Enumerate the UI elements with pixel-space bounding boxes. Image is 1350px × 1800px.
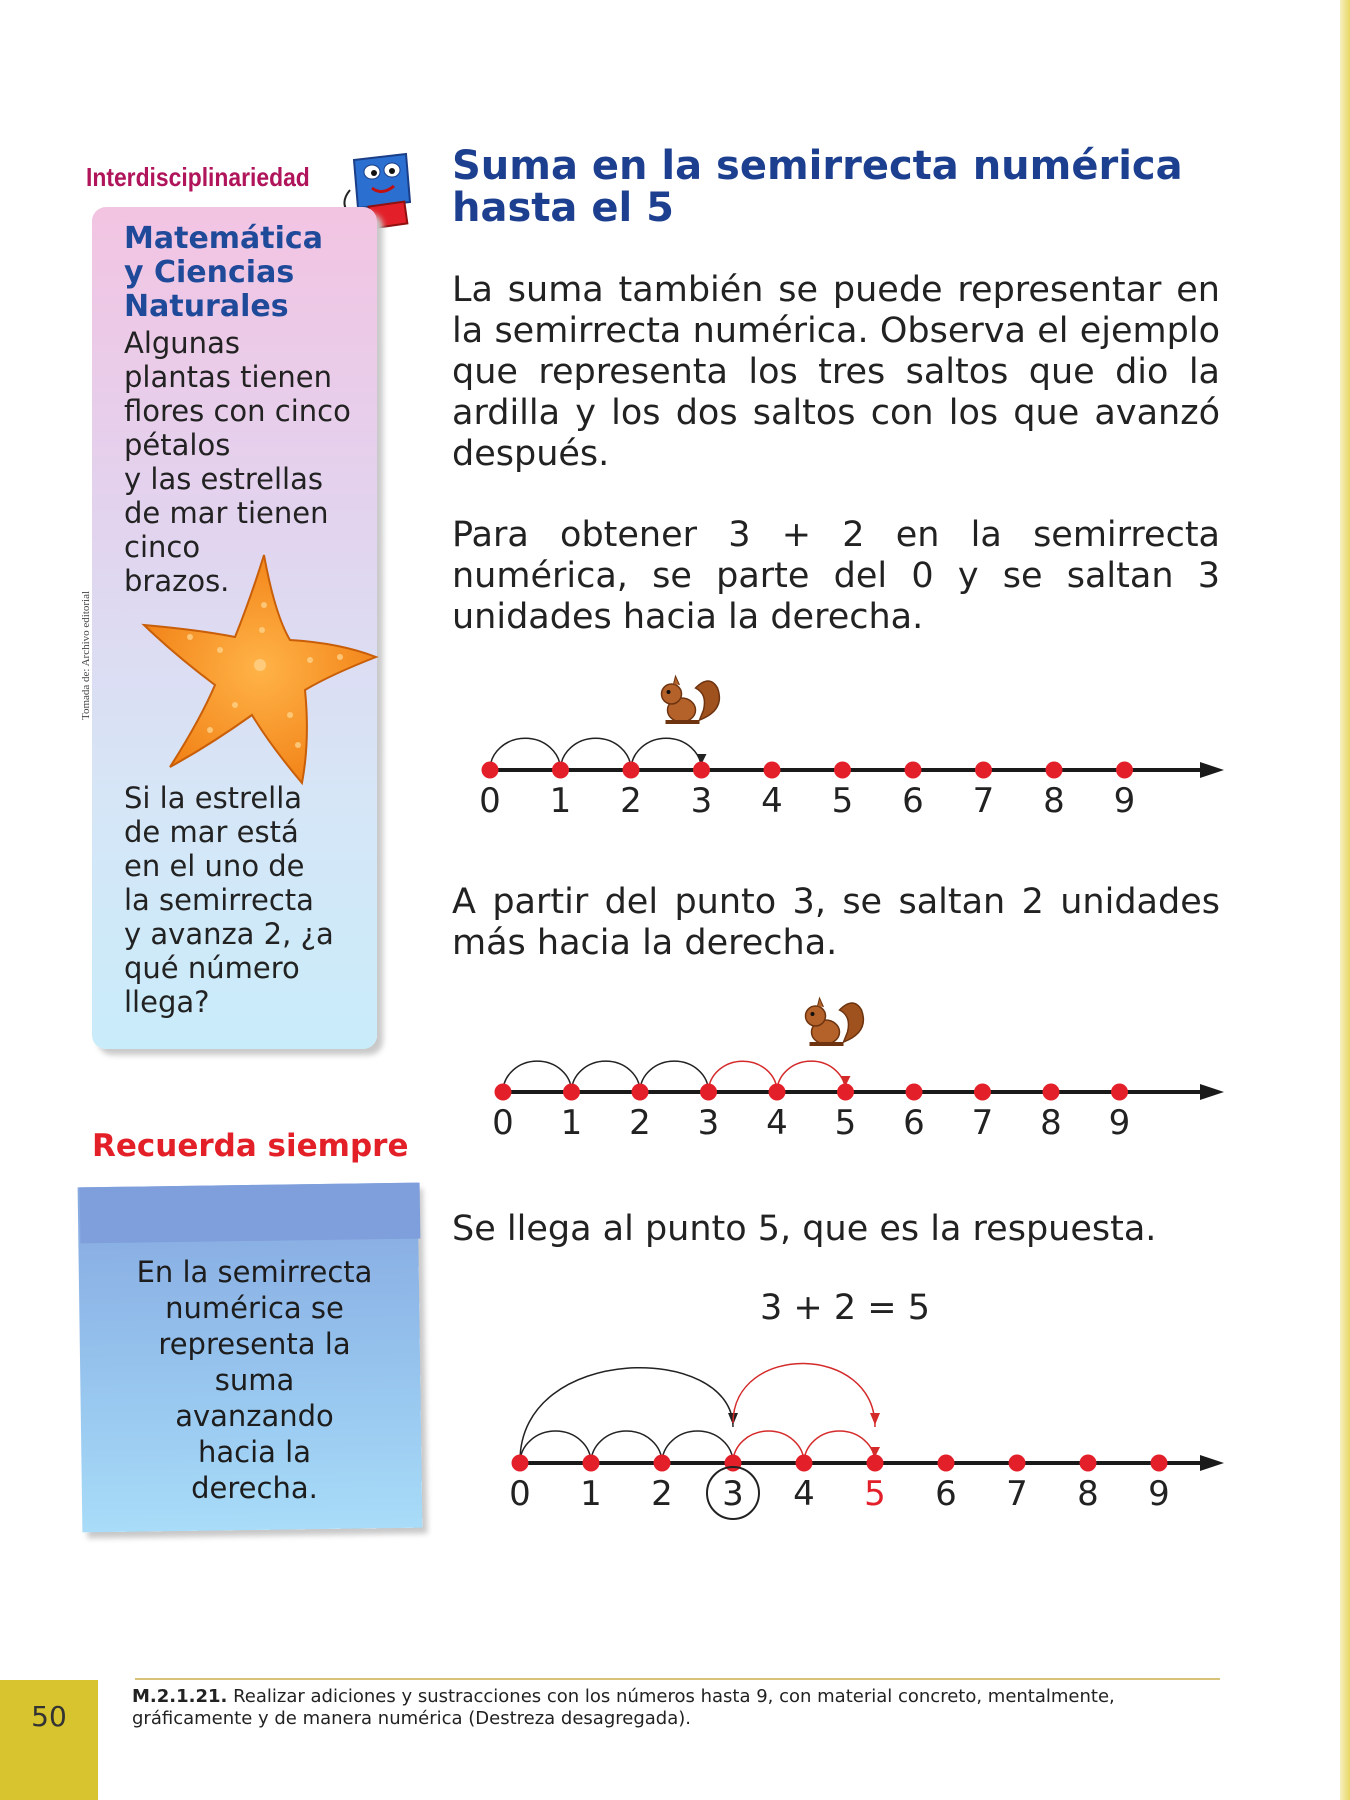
paragraph-step1: Para obtener 3 + 2 en la semirrecta numérica, se parte del 0 y se saltan 3 unidades hacia la derecha.: [452, 515, 1220, 637]
tick-dot: [974, 1084, 991, 1101]
axis-arrow: [1200, 1084, 1224, 1100]
tick-label: 2: [629, 1103, 651, 1143]
tick-label: 2: [620, 781, 642, 821]
page-number-tab: [0, 1680, 98, 1800]
skill-code: M.2.1.21.: [132, 1686, 228, 1707]
squirrel-icon: [806, 998, 864, 1046]
interdisciplinary-tag: Interdisciplinariedad: [86, 162, 310, 192]
jump-arc: [591, 1431, 662, 1463]
tick-label: 3: [697, 1103, 720, 1143]
tick-label: 9: [1113, 781, 1136, 821]
big-jump-arrowhead-red: [870, 1413, 880, 1425]
tick-label: 9: [1108, 1103, 1131, 1143]
squirrel-icon: [662, 676, 720, 724]
jump-arc-red: [777, 1061, 846, 1092]
page-edge-strip: [1340, 0, 1350, 1800]
tick-dot: [725, 1455, 742, 1472]
tick-dot: [583, 1455, 600, 1472]
tick-label: 7: [1006, 1474, 1028, 1514]
tick-label: 6: [935, 1474, 957, 1514]
tick-dot: [867, 1455, 884, 1472]
number-line-1: [460, 670, 1240, 830]
jump-arc: [561, 738, 632, 770]
tick-label: 5: [831, 781, 854, 821]
tick-dot: [834, 762, 851, 779]
tick-label: 4: [766, 1103, 788, 1143]
tick-label: 4: [761, 781, 783, 821]
tick-dot: [482, 762, 499, 779]
big-jump-arc-red: [733, 1363, 875, 1427]
tick-label: 8: [1043, 781, 1065, 821]
tick-dot: [764, 762, 781, 779]
tick-dot: [906, 1084, 923, 1101]
tick-dot: [1111, 1084, 1128, 1101]
skill-description: Realizar adiciones y sustracciones con los números hasta 9, con material concreto, mentalmente, gráficamente y de manera numérica (Destreza desagregada).: [132, 1686, 1115, 1729]
axis-arrow: [1200, 1455, 1224, 1471]
tick-dot: [1116, 762, 1133, 779]
sidebar-heading: Matemática y Ciencias Naturales: [124, 221, 323, 324]
page-title: Suma en la semirrecta numérica hasta el 5: [452, 143, 1183, 231]
tick-label: 0: [509, 1474, 531, 1514]
sticky-note-text: En la semirrecta numérica se representa la suma avanzando hacia la derecha.: [136, 1255, 373, 1505]
tick-dot: [654, 1455, 671, 1472]
tick-dot: [512, 1455, 529, 1472]
tick-dot: [796, 1455, 813, 1472]
tick-dot: [1009, 1455, 1026, 1472]
jump-arc-red: [709, 1061, 778, 1092]
recuerda-title: Recuerda siempre: [92, 1128, 409, 1164]
photo-credit: Tomada de: Archivo editorial: [80, 590, 92, 720]
jump-arc: [631, 738, 702, 770]
tick-label: 8: [1040, 1103, 1062, 1143]
footer-rule: [135, 1678, 1220, 1680]
tick-dot: [1151, 1455, 1168, 1472]
tick-label: 4: [793, 1474, 815, 1514]
jump-arc: [520, 1431, 591, 1463]
jump-arc: [572, 1061, 641, 1092]
tick-label: 8: [1077, 1474, 1099, 1514]
tick-dot: [1046, 762, 1063, 779]
tick-label: 3: [690, 781, 713, 821]
tick-label: 6: [902, 781, 924, 821]
paragraph-result: Se llega al punto 5, que es la respuesta.: [452, 1209, 1157, 1249]
equation: 3 + 2 = 5: [760, 1288, 930, 1328]
tick-dot: [632, 1084, 649, 1101]
tick-dot: [693, 762, 710, 779]
tick-label: 1: [549, 781, 572, 821]
jump-arc: [662, 1431, 733, 1463]
number-line-2: [460, 990, 1240, 1150]
tick-dot: [938, 1455, 955, 1472]
tick-label: 3: [722, 1474, 744, 1514]
sidebar-text: Algunas plantas tienen flores con cinco pétalos y las estrellas de mar tienen cinco brazos.: [124, 326, 351, 598]
tick-label: 2: [651, 1474, 673, 1514]
tick-dot: [837, 1084, 854, 1101]
tick-label: 0: [479, 781, 501, 821]
tick-label: 6: [903, 1103, 925, 1143]
tick-dot: [1080, 1455, 1097, 1472]
tick-dot: [905, 762, 922, 779]
big-jump-arc: [520, 1368, 733, 1461]
paragraph-step2: A partir del punto 3, se saltan 2 unidades más hacia la derecha.: [452, 882, 1220, 963]
jump-arc: [640, 1061, 709, 1092]
axis-arrow: [1200, 762, 1224, 778]
jump-arc: [503, 1061, 572, 1092]
tick-label: 0: [492, 1103, 514, 1143]
tick-label: 7: [972, 781, 995, 821]
tick-label: 5: [834, 1103, 857, 1143]
sidebar-question: Si la estrella de mar está en el uno de la semirrecta y avanza 2, ¿a qué número llega?: [124, 781, 334, 1019]
tick-dot: [769, 1084, 786, 1101]
tick-dot: [623, 762, 640, 779]
tick-label: 7: [971, 1103, 994, 1143]
tick-dot: [1043, 1084, 1060, 1101]
page-number: 50: [31, 1700, 67, 1733]
tick-dot: [700, 1084, 717, 1101]
tick-dot: [563, 1084, 580, 1101]
tick-label: 5: [864, 1474, 886, 1514]
tick-dot: [495, 1084, 512, 1101]
footer-skill: [132, 1686, 1222, 1730]
paragraph-intro: La suma también se puede representar en la semirrecta numérica. Observa el ejemplo que representa los tres saltos que dio la ardilla y los dos saltos con los que avanzó después.: [452, 270, 1220, 474]
tick-label: 1: [560, 1103, 583, 1143]
jump-arc: [490, 738, 561, 770]
jump-arc-red: [733, 1431, 804, 1463]
tick-label: 9: [1148, 1474, 1170, 1514]
jump-arc-red: [804, 1431, 875, 1463]
tick-label: 1: [580, 1474, 602, 1514]
number-line-3: [460, 1355, 1240, 1540]
tick-dot: [975, 762, 992, 779]
sticky-note-band: [80, 1183, 421, 1244]
tick-dot: [552, 762, 569, 779]
starfish-photo: [140, 545, 380, 785]
